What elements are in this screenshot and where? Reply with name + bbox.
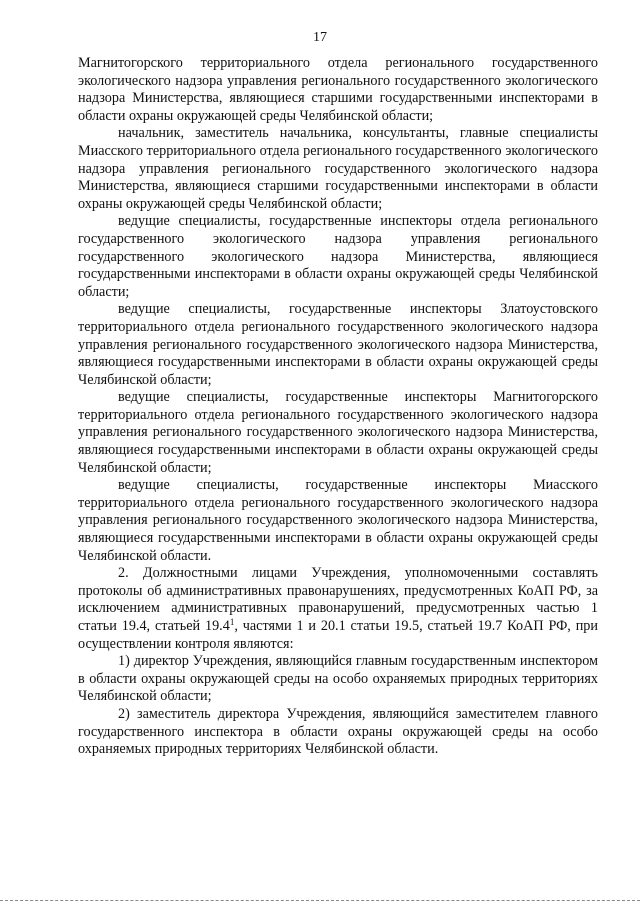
list-item-deputy-director: 2) заместитель директора Учреждения, являющийся заместителем главного государственного инспектора в области охраны окружающей среды на особо охраняемых природных территориях Челябинской области. xyxy=(78,705,598,758)
page-number: 17 xyxy=(313,30,327,45)
page-bottom-divider xyxy=(0,900,640,901)
document-body xyxy=(78,55,598,759)
paragraph-miass-heads: начальник, заместитель начальника, консультанты, главные специалисты Миасского территориального отдела регионального государственного экологического надзора управления регионального государственного экологического надзора Министерства, являющиеся старшими государственными инспекторами в области охраны окружающей среды Челябинской области; xyxy=(78,125,598,212)
clause-2-text-end: , частями 1 и 20.1 статьи 19.5, статьей 19.7 КоАП РФ, при осуществлении контроля являются: xyxy=(78,618,598,652)
paragraph-department-specialists: ведущие специалисты, государственные инспекторы отдела регионального государственного экологического надзора управления регионального государственного экологического надзора Министерства, являющиеся государственными инспекторами в области охраны окружающей среды Челябинской области; xyxy=(78,213,598,300)
paragraph-zlatoust-specialists: ведущие специалисты, государственные инспекторы Златоустовского территориального отдела регионального государственного экологического надзора управления регионального государственного экологического надзора Министерства, являющиеся государственными инспекторами в области охраны окружающей среды Челябинской области; xyxy=(78,301,598,388)
clause-2-text-start: 2. Должностными лицами Учреждения, уполномоченными составлять протоколы об административных правонарушениях, предусмотренных КоАП РФ, за исключением административных правонарушений, предусмотренных частью 1 статьи 19.4, статьей 19.4 xyxy=(78,565,598,634)
paragraph-continuation: Магнитогорского территориального отдела регионального государственного экологического надзора управления регионального государственного экологического надзора Министерства, являющиеся старшими государственными инспекторами в области охраны окружающей среды Челябинской области; xyxy=(78,55,598,124)
clause-2-superscript: 1 xyxy=(229,617,235,627)
list-item-director: 1) директор Учреждения, являющийся главным государственным инспектором в области охраны окружающей среды на особо охраняемых природных территориях Челябинской области; xyxy=(78,653,598,705)
paragraph-miass-specialists: ведущие специалисты, государственные инспекторы Миасского территориального отдела регионального государственного экологического надзора управления регионального государственного экологического надзора Министерства, являющиеся государственными инспекторами в области охраны окружающей среды Челябинской области. xyxy=(78,477,598,564)
paragraph-magnitogorsk-specialists: ведущие специалисты, государственные инспекторы Магнитогорского территориального отдела регионального государственного экологического надзора управления регионального государственного экологического надзора Министерства, являющиеся государственными инспекторами в области охраны окружающей среды Челябинской области; xyxy=(78,389,598,476)
clause-2 xyxy=(78,565,598,653)
